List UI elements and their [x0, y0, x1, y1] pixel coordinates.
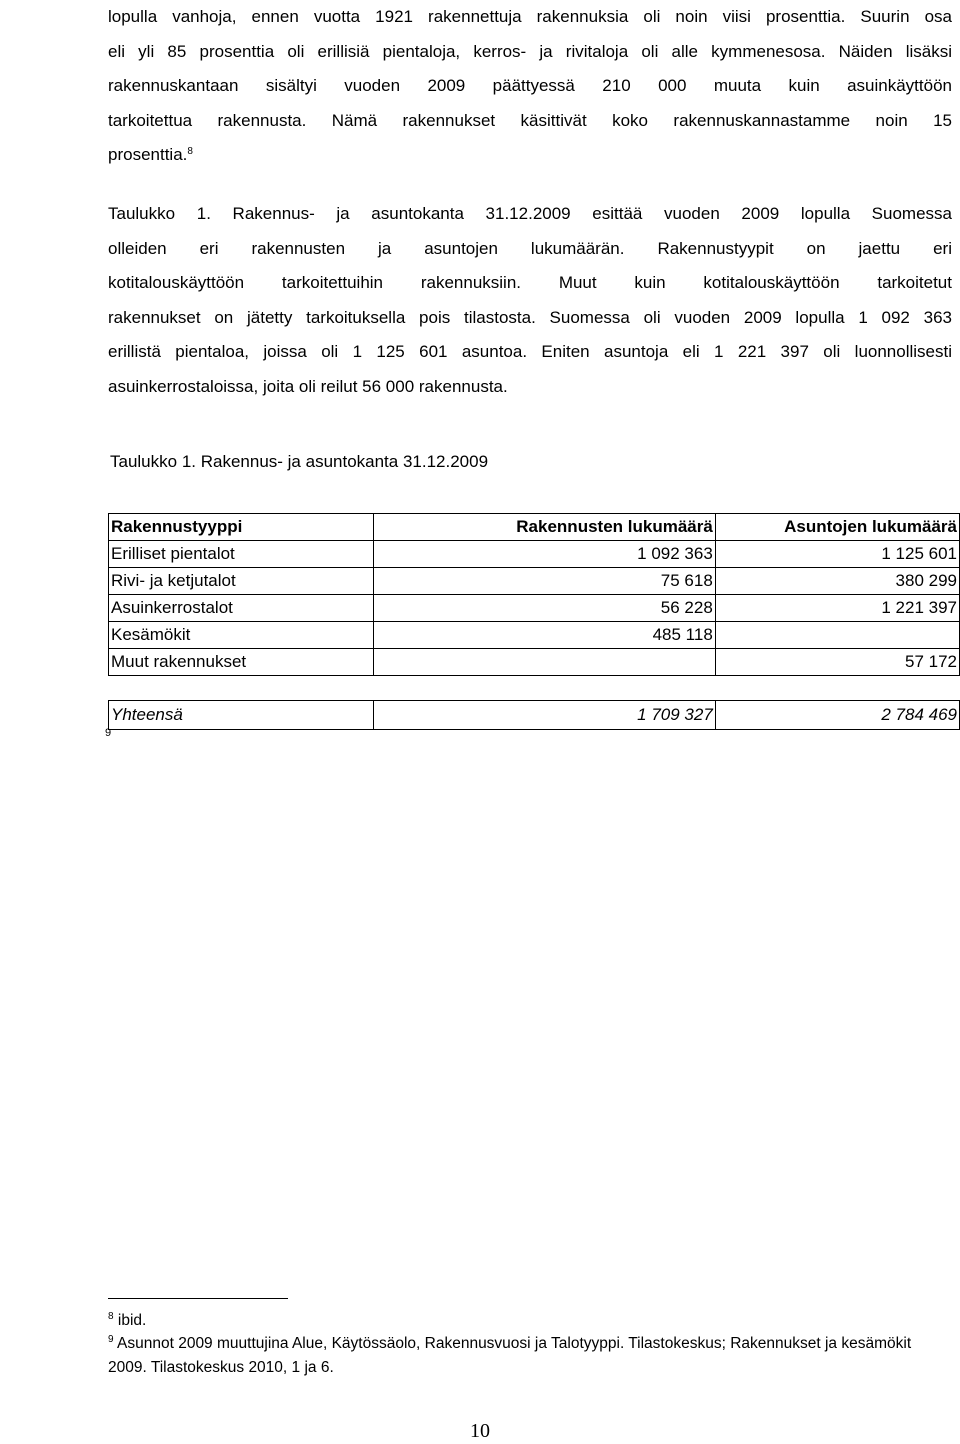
- cell-total-dwellings: 2 784 469: [715, 701, 959, 730]
- cell-type: Rivi- ja ketjutalot: [109, 568, 374, 595]
- cell-dwellings: 1 125 601: [715, 541, 959, 568]
- cell-total-label: Yhteensä: [109, 701, 374, 730]
- paragraph-building-stock: [108, 0, 952, 176]
- cell-total-buildings: 1 709 327: [374, 701, 715, 730]
- cell-buildings: 485 118: [374, 622, 715, 649]
- text-line: eli yli 85 prosenttia oli erillisiä pientaloja, kerros- ja rivitaloja oli alle kymmenesosa. Näiden lisäksi: [108, 41, 952, 61]
- text-line-content: prosenttia.: [108, 145, 188, 164]
- header-building-type: Rakennustyyppi: [109, 514, 374, 541]
- table-caption: Taulukko 1. Rakennus- ja asuntokanta 31.12.2009: [110, 452, 489, 471]
- text-line: Taulukko 1. Rakennus- ja asuntokanta 31.12.2009 esittää vuoden 2009 lopulla Suomessa: [108, 204, 952, 223]
- text-line: tarkoitettua rakennusta. Nämä rakennukset käsittivät koko rakennuskannastamme noin 15: [108, 110, 952, 130]
- text-line: [108, 138, 952, 176]
- footnote-separator: [108, 1298, 288, 1299]
- cell-type: Muut rakennukset: [109, 649, 374, 676]
- cell-type: Asuinkerrostalot: [109, 595, 374, 622]
- table-header-row: [109, 514, 960, 541]
- table-row: [109, 541, 960, 568]
- table-row: [109, 595, 960, 622]
- table-total-row: [109, 701, 960, 730]
- cell-dwellings: 380 299: [715, 568, 959, 595]
- page-number: 10: [470, 1420, 490, 1442]
- cell-dwellings: 57 172: [715, 649, 959, 676]
- header-dwelling-count: Asuntojen lukumäärä: [715, 514, 959, 541]
- cell-type: Erilliset pientalot: [109, 541, 374, 568]
- cell-buildings: 75 618: [374, 568, 715, 595]
- text-line: asuinkerrostaloissa, joita oli reilut 56 000 rakennusta.: [108, 376, 508, 396]
- text-line: rakennukset on jätetty tarkoituksella pois tilastosta. Suomessa oli vuoden 2009 lopulla 1 092 363: [108, 307, 952, 327]
- cell-buildings: 1 092 363: [374, 541, 715, 568]
- header-building-count: Rakennusten lukumäärä: [374, 514, 715, 541]
- text-line: olleiden eri rakennusten ja asuntojen lukumäärän. Rakennustyypit on jaettu eri: [108, 238, 952, 258]
- table-row: [109, 622, 960, 649]
- footnote-ref-8: 8: [187, 146, 193, 157]
- cell-buildings: [374, 649, 715, 676]
- table-row: [109, 568, 960, 595]
- cell-dwellings: 1 221 397: [715, 595, 959, 622]
- table-footnote-marker: 9: [105, 727, 112, 739]
- cell-dwellings: [715, 622, 959, 649]
- footnote-8: [108, 1310, 948, 1334]
- footnote-number: 9: [108, 1334, 114, 1345]
- footnote-text: ibid.: [117, 1312, 147, 1329]
- cell-type: Kesämökit: [109, 622, 374, 649]
- footnote-number: 8: [108, 1311, 114, 1322]
- table-spacer-row: [109, 676, 960, 701]
- building-stock-table: [108, 513, 960, 730]
- spacer-cell: [109, 676, 960, 701]
- paragraph-table-description: [108, 197, 952, 404]
- footnote-text: Asunnot 2009 muuttujina Alue, Käytössäolo, Rakennusvuosi ja Talotyyppi. Tilastokeskus; Rakennukset ja kesämökit 2009. Tilastokeskus 2010, 1 ja 6.: [108, 1335, 912, 1376]
- footnote-9: [108, 1333, 948, 1379]
- text-line: lopulla vanhoja, ennen vuotta 1921 rakennettuja rakennuksia oli noin viisi prosenttia. Suurin osa: [108, 7, 952, 26]
- text-line: erillistä pientaloa, joissa oli 1 125 601 asuntoa. Eniten asuntoja eli 1 221 397 oli luonnollisesti: [108, 342, 952, 361]
- table-row: [109, 649, 960, 676]
- cell-buildings: 56 228: [374, 595, 715, 622]
- text-line: kotitalouskäyttöön tarkoitettuihin rakennuksiin. Muut kuin kotitalouskäyttöön tarkoitetut: [108, 273, 952, 292]
- text-line: rakennuskantaan sisältyi vuoden 2009 päättyessä 210 000 muuta kuin asuinkäyttöön: [108, 76, 952, 95]
